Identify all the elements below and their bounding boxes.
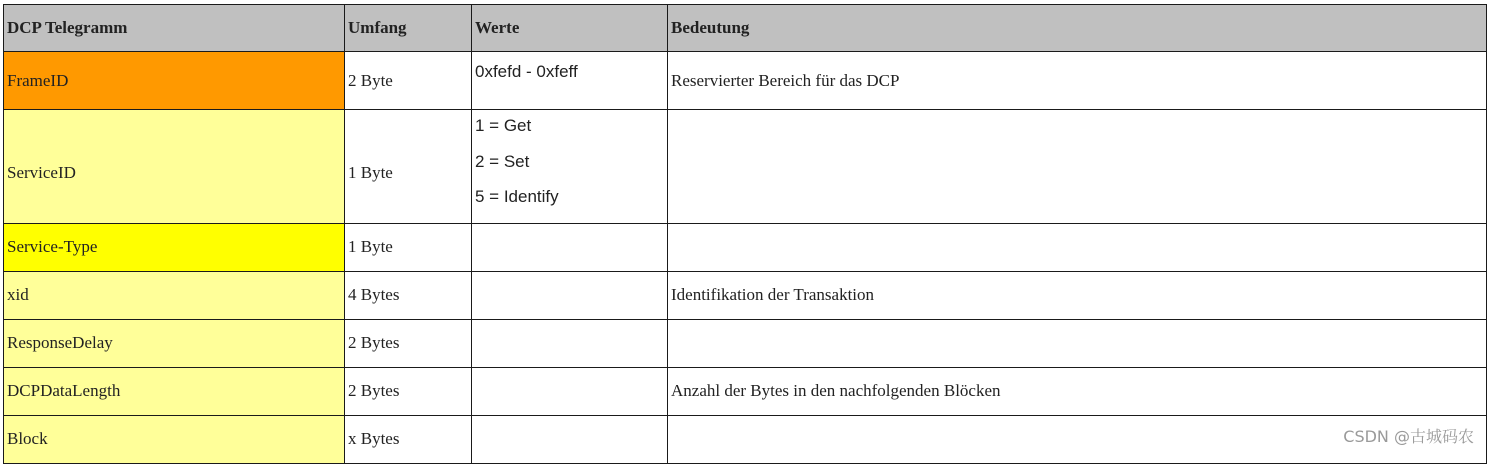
table-row xyxy=(4,415,1487,463)
values-list xyxy=(475,110,667,223)
header-bedeutung: Bedeutung xyxy=(668,5,1487,52)
field-size: 2 Bytes xyxy=(345,367,472,415)
value-item: 1 = Get xyxy=(475,116,532,135)
table-row xyxy=(4,319,1487,367)
field-name: Service-Type xyxy=(4,223,345,271)
field-size: x Bytes xyxy=(345,415,472,463)
watermark: CSDN @古城码农 xyxy=(1343,427,1474,446)
field-values xyxy=(472,223,668,271)
table-row xyxy=(4,271,1487,319)
field-name: xid xyxy=(4,271,345,319)
field-size: 2 Bytes xyxy=(345,319,472,367)
field-values xyxy=(472,110,668,224)
field-meaning xyxy=(668,223,1487,271)
value-item: 2 = Set xyxy=(475,151,530,171)
field-values xyxy=(472,415,668,463)
field-values xyxy=(472,319,668,367)
field-size: 1 Byte xyxy=(345,223,472,271)
header-umfang: Umfang xyxy=(345,5,472,52)
value-item: 5 = Identify xyxy=(475,187,559,206)
field-name: Block xyxy=(4,415,345,463)
field-values xyxy=(472,271,668,319)
table-row xyxy=(4,223,1487,271)
dcp-telegram-table xyxy=(3,4,1487,464)
table-row xyxy=(4,367,1487,415)
field-name: ServiceID xyxy=(4,110,345,224)
field-name: DCPDataLength xyxy=(4,367,345,415)
table-row xyxy=(4,52,1487,110)
field-meaning: Anzahl der Bytes in den nachfolgenden Blöcken xyxy=(668,367,1487,415)
field-size: 1 Byte xyxy=(345,110,472,224)
field-values: 0xfefd - 0xfeff xyxy=(472,52,668,110)
header-werte: Werte xyxy=(472,5,668,52)
field-meaning xyxy=(668,110,1487,224)
field-name: FrameID xyxy=(4,52,345,110)
field-size: 2 Byte xyxy=(345,52,472,110)
field-name: ResponseDelay xyxy=(4,319,345,367)
field-meaning xyxy=(668,319,1487,367)
header-dcp-telegramm: DCP Telegramm xyxy=(4,5,345,52)
header-row xyxy=(4,5,1487,52)
table-row xyxy=(4,110,1487,224)
field-size: 4 Bytes xyxy=(345,271,472,319)
field-values xyxy=(472,367,668,415)
field-meaning: Identifikation der Transaktion xyxy=(668,271,1487,319)
field-meaning: Reservierter Bereich für das DCP xyxy=(668,52,1487,110)
